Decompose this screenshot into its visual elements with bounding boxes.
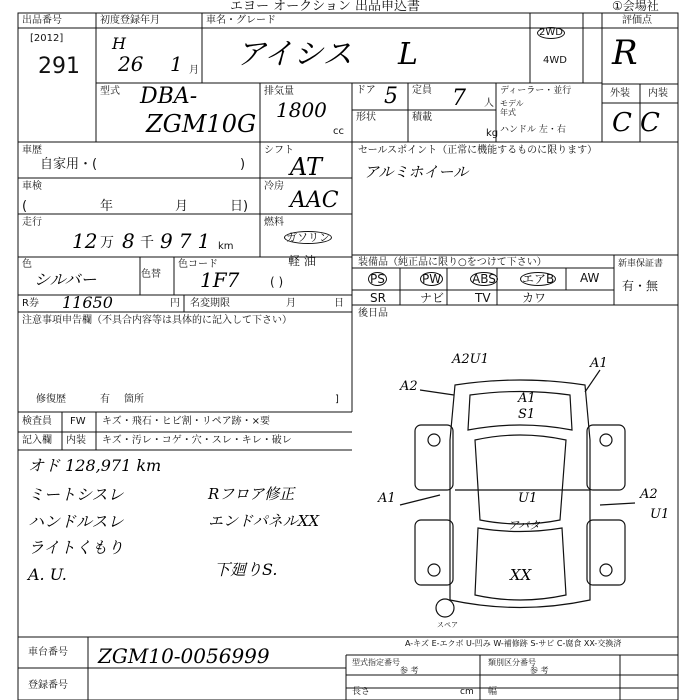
capacity-label: 定員 [412, 85, 432, 96]
mark-bonnet-rust: S1 [518, 407, 536, 422]
note-endpanel: エンドパネルXX [208, 512, 320, 530]
chassis-number: ZGM10-0056999 [98, 644, 270, 668]
drive-4wd: 4WD [543, 55, 567, 66]
fw-items: キズ・飛石・ヒビ割・リペア跡・×要 [102, 416, 270, 427]
model-label: 車名・グレード [206, 15, 276, 26]
shift-label: シフト [264, 145, 294, 156]
spare-label: スペア [437, 621, 458, 629]
grade-value: R [612, 33, 638, 73]
ref-2: 参 考 [530, 666, 549, 675]
registration-year: 26 [118, 52, 144, 76]
ac-label: 冷房 [264, 181, 284, 192]
registration-month: 1 [170, 52, 183, 76]
color-code-label: 色コード [178, 259, 218, 270]
exterior-label: 外装 [610, 88, 630, 99]
dealer-model: モデル [500, 99, 524, 108]
color-change-label: 色替 [141, 269, 161, 280]
length-label: 長さ [352, 687, 371, 697]
displacement-label: 排気量 [264, 86, 294, 97]
mark-bonnet: A1 [518, 391, 536, 406]
mileage-v1: 12 [72, 229, 98, 253]
inspection-label: 車検 [22, 181, 42, 192]
rear-items-label: 後日品 [358, 308, 388, 319]
mileage-label: 走行 [22, 217, 42, 228]
fuel-diesel: 軽 油 [288, 254, 316, 268]
writer-label: 記入欄 [22, 435, 52, 446]
note-au: A. U. [28, 565, 67, 584]
repair-location: 箇所 [124, 394, 144, 405]
mark-right-front-1: A1 [590, 356, 608, 371]
equip-tv: TV [475, 291, 491, 305]
doors-label: ドア [356, 85, 376, 96]
repair-value: 有 [100, 394, 110, 405]
mark-roof-front: A2U1 [452, 352, 489, 367]
vehicle-use-value: 自家用・( [40, 157, 98, 172]
chassis-label: 車台番号 [28, 647, 68, 658]
type-code: ZGM10G [146, 110, 257, 138]
equip-leather: カワ [522, 291, 547, 305]
inspector-label: 検査員 [22, 416, 52, 427]
mileage-v2: 8 [122, 229, 135, 253]
recycle-label: R券 [22, 298, 39, 309]
note-floor: Rフロア修正 [208, 485, 295, 503]
sales-point-item: アルミホイール [364, 163, 469, 181]
note-seat: ミートシスレ [28, 485, 124, 504]
damage-legend: A-キズ E-エクボ U-凹み W-補修跡 S-サビ C-腐食 XX-交換済 [405, 639, 622, 648]
recycle-value: 11650 [62, 293, 113, 312]
fuel-label: 燃料 [264, 217, 284, 228]
displacement-value: 1800 [276, 98, 327, 122]
inspection-month: 月 [175, 199, 189, 214]
inspection-year: 年 [100, 199, 114, 214]
interior-label: 内装 [648, 88, 668, 99]
mark-right-door-dent: U1 [650, 507, 670, 522]
lot-year-tag: [2012] [30, 33, 64, 44]
lot-label: 出品番号 [22, 15, 62, 26]
registration-month-unit: 月 [189, 65, 199, 76]
type-prefix: DBA- [140, 84, 198, 109]
ref-1: 参 考 [400, 666, 419, 675]
color-label: 色 [22, 259, 32, 270]
venue-label: ①会場社 [612, 0, 659, 13]
drive-2wd: 2WD [539, 27, 563, 38]
fuel-other: ( ) [270, 275, 284, 289]
shift-value: AT [290, 153, 323, 181]
dealer-label: ディーラー・並行 [500, 86, 572, 96]
inspection-day: 日) [230, 199, 249, 214]
equip-abs: ABS [472, 272, 496, 286]
load-unit: kg [486, 128, 499, 139]
mileage-u1: 万 [100, 235, 114, 251]
warranty-label: 新車保証書 [618, 259, 664, 269]
mileage-u2: 千 [140, 235, 154, 251]
displacement-unit: cc [333, 126, 344, 137]
mark-roof-pock: アバタ [508, 519, 541, 532]
note-under: 下廻りS. [214, 560, 278, 579]
shape-label: 形状 [356, 112, 376, 123]
mileage-v3: 971 [160, 229, 217, 253]
mark-right-door: A2 [640, 487, 658, 502]
registration-label: 初度登録年月 [100, 15, 160, 26]
color-value: シルバー [34, 270, 97, 289]
name-change-label: 名変期限 [190, 298, 230, 309]
sales-points-label: セールスポイント（正常に機能するものに限ります） [358, 145, 598, 156]
note-light: ライトくもり [28, 538, 124, 557]
mark-rear-replaced: XX [510, 566, 532, 584]
equip-aw: AW [580, 271, 600, 285]
class-number-label: 類別区分番号 [488, 658, 536, 667]
type-designation-label: 型式指定番号 [352, 658, 400, 667]
fw-label: FW [70, 416, 86, 427]
equip-airbag: エアB [522, 272, 555, 286]
repair-label: 修復歴 [36, 394, 66, 405]
name-change-month: 月 [286, 298, 296, 309]
doors-value: 5 [384, 84, 398, 109]
capacity-value: 7 [452, 86, 466, 111]
name-change-day: 日 [334, 298, 344, 309]
vehicle-use-close: ) [240, 157, 246, 172]
ac-value: AAC [290, 188, 339, 213]
dealer-handle: ハンドル 左・右 [500, 125, 566, 135]
registration-era: H [112, 34, 126, 53]
equip-pw: PW [422, 272, 442, 286]
model-name: アイシス [236, 37, 353, 72]
type-label: 型式 [100, 86, 120, 97]
width-label: 幅 [488, 687, 498, 697]
length-unit: cm [460, 687, 474, 697]
notes-label: 注意事項申告欄（不具合内容等は具体的に記入して下さい） [22, 315, 292, 326]
recycle-yen: 円 [170, 298, 180, 309]
form-banner: エヨー オークション 出品申込書 [230, 0, 421, 14]
vehicle-use-label: 車歴 [22, 145, 42, 156]
capacity-unit: 人 [484, 98, 494, 109]
reg-number-label: 登録番号 [28, 680, 68, 691]
fuel-selected: ガソリン [286, 231, 330, 244]
mark-left-front: A2 [400, 379, 418, 394]
exterior-value: C [612, 108, 632, 138]
equip-sr: SR [370, 291, 386, 305]
mark-roof: U1 [518, 491, 538, 506]
equip-ps: PS [370, 272, 385, 286]
interior-items: キズ・汚レ・コゲ・穴・スレ・キレ・破レ [102, 435, 292, 446]
repair-bracket: ] [335, 394, 339, 405]
dealer-year: 年式 [500, 108, 516, 117]
model-grade: L [398, 37, 418, 72]
equip-navi: ナビ [420, 291, 445, 305]
interior-check-label: 内装 [66, 435, 86, 446]
interior-value: C [640, 108, 660, 138]
grade-label: 評価点 [622, 15, 652, 26]
color-code: 1F7 [200, 268, 240, 292]
inspection-open: ( [22, 199, 28, 214]
load-label: 積載 [412, 112, 432, 123]
mark-left-door: A1 [378, 491, 396, 506]
mileage-unit: km [218, 241, 234, 252]
warranty-value: 有・無 [622, 279, 659, 293]
note-odometer: オド 128,971 km [28, 456, 162, 475]
equipment-label: 装備品（純正品に限り○をつけて下さい） [358, 257, 547, 268]
lot-number: 291 [38, 54, 80, 79]
note-handle: ハンドルスレ [28, 512, 124, 531]
